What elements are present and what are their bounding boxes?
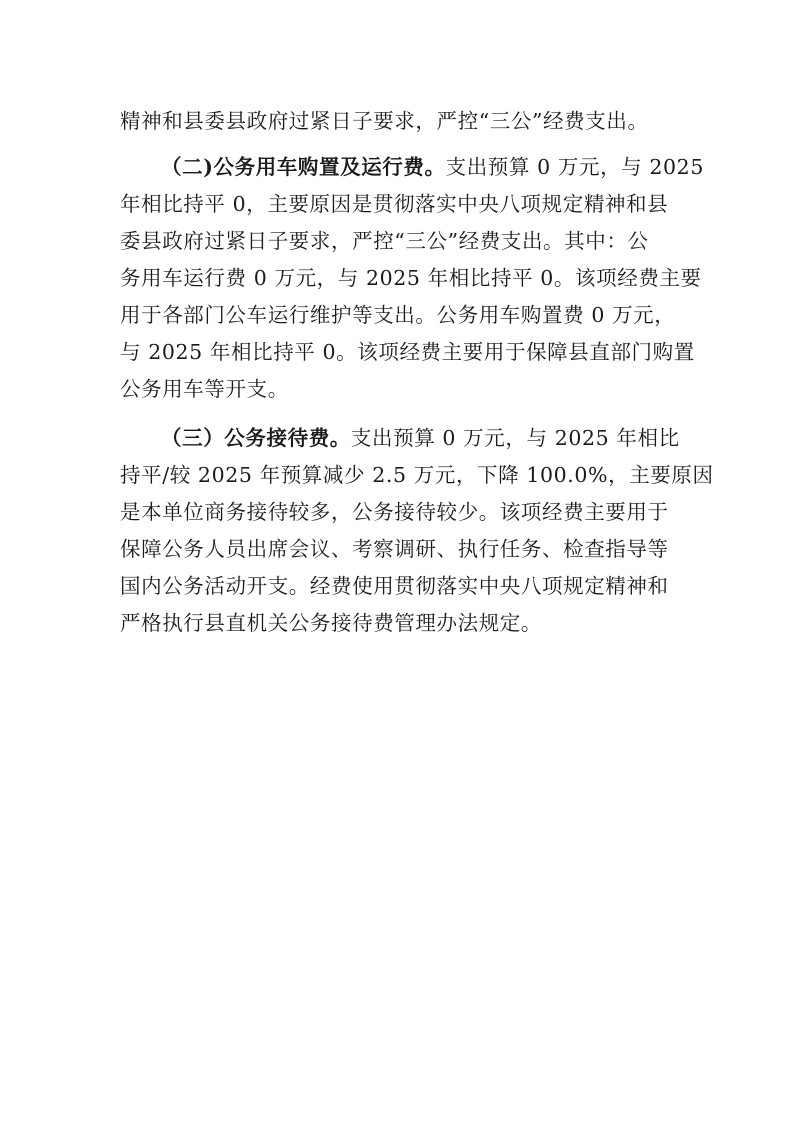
section2-line-2: 委县政府过紧日子要求，严控“三公”经费支出。其中：公	[120, 229, 649, 253]
section2-heading: （二)公务用车购置及运行费。	[161, 155, 446, 179]
intro-line: 精神和县委县政府过紧日子要求，严控“三公”经费支出。	[120, 109, 649, 133]
section2-line-5: 与 2025 年相比持平 0。该项经费主要用于保障县直部门购置	[120, 340, 695, 364]
section2-line-0: 支出预算 0 万元，与 2025	[445, 155, 704, 179]
section3-line-4: 国内公务活动开支。经费使用贯彻落实中央八项规定精神和	[120, 574, 669, 598]
section3-line-3: 保障公务人员出席会议、考察调研、执行任务、检查指导等	[120, 537, 669, 561]
section3-first-line	[161, 423, 721, 453]
section2-line-4: 用于各部门公车运行维护等支出。公务用车购置费 0 万元，	[120, 303, 676, 327]
section3-line-5: 严格执行县直机关公务接待费管理办法规定。	[120, 611, 542, 635]
section2-line-1: 年相比持平 0，主要原因是贯彻落实中央八项规定精神和县	[120, 192, 669, 216]
section3-line-1: 持平/较 2025 年预算减少 2.5 万元，下降 100.0%，主要原因	[120, 463, 714, 487]
section2-line-6: 公务用车等开支。	[120, 377, 289, 401]
section2-line-3: 务用车运行费 0 万元，与 2025 年相比持平 0。该项经费主要	[120, 266, 702, 290]
section3-line-0: 支出预算 0 万元，与 2025 年相比	[350, 426, 680, 450]
section3-heading: （三）公务接待费。	[161, 426, 351, 450]
section2-first-line	[161, 152, 721, 182]
section3-line-2: 是本单位商务接待较多，公务接待较少。该项经费主要用于	[120, 500, 669, 524]
